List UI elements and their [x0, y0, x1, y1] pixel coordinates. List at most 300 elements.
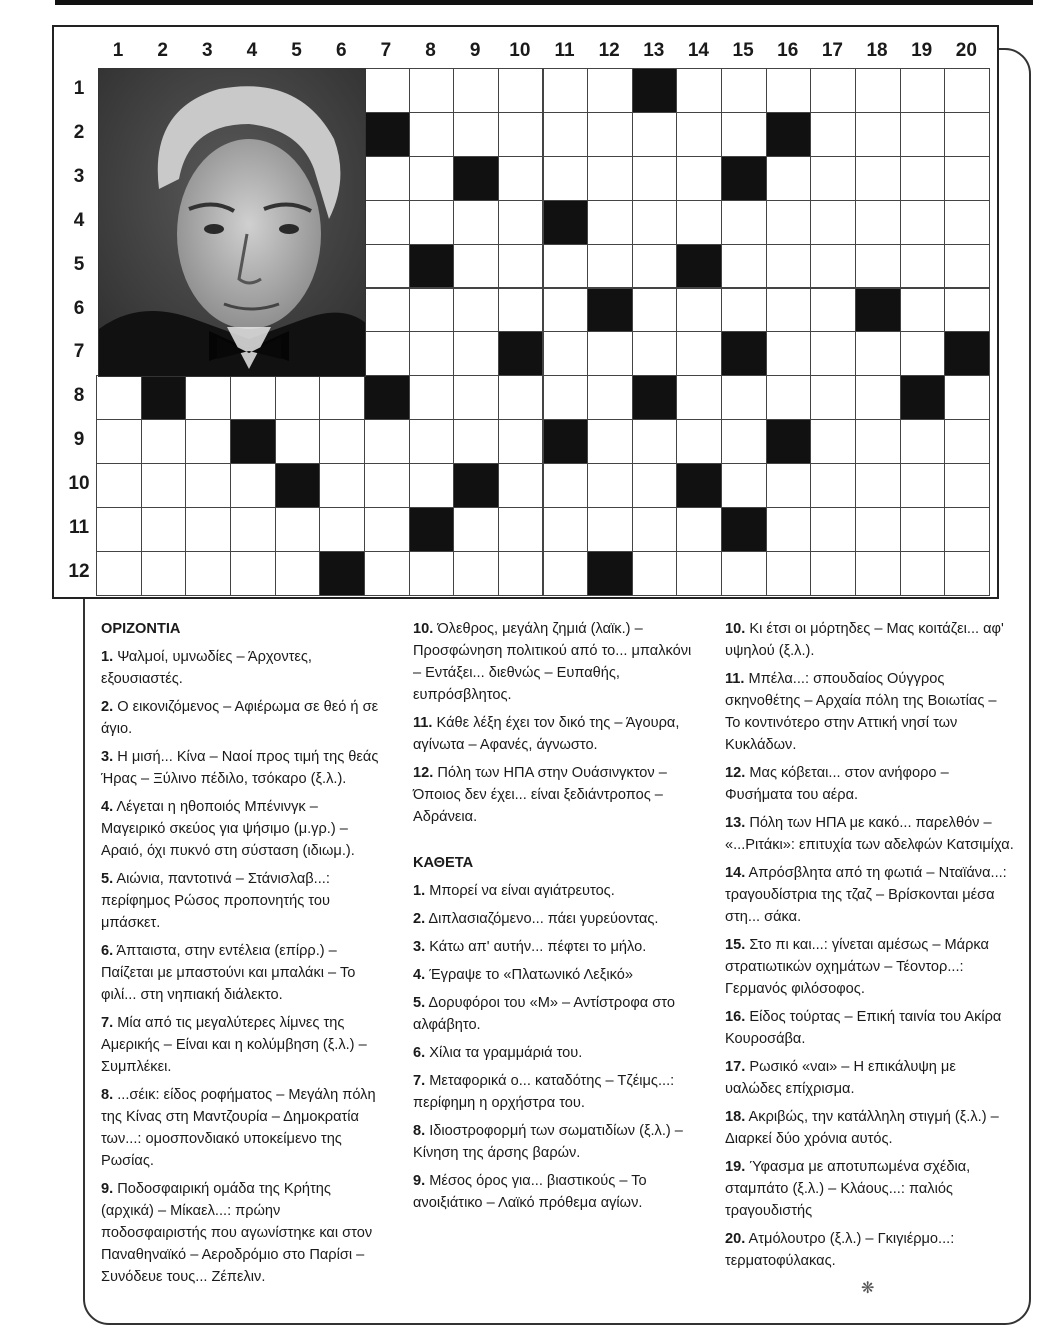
clue-number: 19. — [725, 1159, 746, 1175]
grid-cell[interactable] — [364, 331, 410, 376]
grid-cell[interactable] — [185, 375, 231, 420]
down-clue — [725, 618, 1015, 662]
grid-cell[interactable] — [855, 156, 901, 201]
grid-cell[interactable] — [900, 68, 946, 113]
grid-cell[interactable] — [498, 375, 544, 420]
grid-cell[interactable] — [721, 112, 767, 157]
black-cell — [587, 288, 633, 333]
black-cell — [721, 507, 767, 552]
black-cell — [543, 200, 589, 245]
grid-cell[interactable] — [944, 463, 990, 508]
grid-cell[interactable] — [230, 463, 276, 508]
grid-cell[interactable] — [676, 375, 722, 420]
grid-cell[interactable] — [944, 200, 990, 245]
grid-cell[interactable] — [230, 551, 276, 596]
row-number: 11 — [68, 517, 90, 538]
grid-cell[interactable] — [543, 375, 589, 420]
grid-cell[interactable] — [632, 288, 678, 333]
grid-cell[interactable] — [543, 288, 589, 333]
grid-cell[interactable] — [632, 419, 678, 464]
black-cell — [230, 419, 276, 464]
grid-cell[interactable] — [364, 463, 410, 508]
grid-cell[interactable] — [453, 112, 499, 157]
down-clue — [725, 1228, 1015, 1272]
black-cell — [275, 463, 321, 508]
grid-cell[interactable] — [632, 156, 678, 201]
grid-cell[interactable] — [632, 507, 678, 552]
column-number: 11 — [554, 40, 575, 61]
grid-cell[interactable] — [543, 551, 589, 596]
across-clue — [101, 1012, 383, 1078]
grid-cell[interactable] — [855, 200, 901, 245]
grid-cell[interactable] — [453, 375, 499, 420]
clue-number: 7. — [413, 1073, 426, 1089]
grid-cell[interactable] — [543, 156, 589, 201]
grid-cell[interactable] — [543, 507, 589, 552]
row-number: 10 — [68, 473, 90, 495]
grid-cell[interactable] — [944, 288, 990, 333]
grid-cell[interactable] — [676, 200, 722, 245]
column-number: 13 — [643, 40, 665, 61]
clue-text: Απρόσβλητα από τη φωτιά – Νταϊάνα...: τραγουδίστρια της τζαζ – Βρίσκονται μέσα στη... σάκα. — [725, 865, 1007, 925]
grid-cell[interactable] — [587, 419, 633, 464]
grid-cell[interactable] — [810, 112, 856, 157]
column-number: 19 — [911, 40, 933, 61]
clue-number: 15. — [725, 937, 746, 953]
column-number: 5 — [291, 40, 302, 61]
grid-cell[interactable] — [587, 200, 633, 245]
down-clue — [725, 1056, 1015, 1100]
clue-number: 10. — [725, 621, 746, 637]
grid-cell[interactable] — [632, 112, 678, 157]
black-cell — [676, 463, 722, 508]
grid-cell[interactable] — [141, 419, 187, 464]
grid-cell[interactable] — [766, 331, 812, 376]
clue-number: 14. — [725, 865, 746, 881]
grid-cell[interactable] — [855, 112, 901, 157]
grid-cell[interactable] — [721, 375, 767, 420]
grid-cell[interactable] — [632, 244, 678, 289]
clue-text: Άπταιστα, στην εντέλεια (επίρρ.) – Παίζεται με μπαστούνι και μπαλάκι – Το φιλί... στη νηπιακή διάλεκτο. — [101, 943, 356, 1003]
across-clue — [101, 696, 383, 740]
across-heading: ΟΡΙΖΟΝΤΙΑ — [101, 621, 181, 637]
grid-cell[interactable] — [364, 156, 410, 201]
clue-number: 13. — [725, 815, 746, 831]
grid-cell[interactable] — [275, 419, 321, 464]
grid-cell[interactable] — [721, 244, 767, 289]
black-cell — [944, 331, 990, 376]
grid-cell[interactable] — [409, 419, 455, 464]
grid-cell[interactable] — [587, 112, 633, 157]
grid-cell[interactable] — [453, 331, 499, 376]
grid-cell[interactable] — [721, 463, 767, 508]
down-clue — [413, 964, 699, 986]
grid-cell[interactable] — [409, 68, 455, 113]
clue-number: 2. — [413, 911, 426, 927]
grid-cell[interactable] — [364, 244, 410, 289]
grid-cell[interactable] — [810, 68, 856, 113]
grid-cell[interactable] — [141, 507, 187, 552]
grid-cell[interactable] — [498, 419, 544, 464]
grid-cell[interactable] — [587, 463, 633, 508]
grid-cell[interactable] — [766, 463, 812, 508]
down-clue — [413, 992, 699, 1036]
across-clue — [101, 746, 383, 790]
grid-cell[interactable] — [676, 156, 722, 201]
clue-number: 5. — [413, 995, 426, 1011]
clue-text: Ακριβώς, την κατάλληλη στιγμή (ξ.λ.) – Διαρκεί δύο χρόνια αυτός. — [725, 1109, 999, 1147]
grid-cell[interactable] — [676, 112, 722, 157]
grid-cell[interactable] — [721, 68, 767, 113]
across-clue — [101, 940, 383, 1006]
grid-cell[interactable] — [364, 507, 410, 552]
grid-cell[interactable] — [900, 331, 946, 376]
clue-text: Η μισή... Κίνα – Ναοί προς τιμή της θεάς Ήρας – Ξύλινο πέδιλο, τσόκαρο (ξ.λ.). — [101, 749, 379, 787]
grid-cell[interactable] — [766, 288, 812, 333]
down-clue — [413, 880, 699, 902]
grid-cell[interactable] — [810, 244, 856, 289]
grid-cell[interactable] — [855, 244, 901, 289]
row-number: 7 — [73, 341, 85, 363]
column-number: 20 — [955, 40, 977, 61]
across-clue — [101, 1084, 383, 1172]
clue-text: Κι έτσι οι μόρτηδες – Μας κοιτάζει... αφ' υψηλού (ξ.λ.). — [725, 621, 1004, 659]
grid-cell[interactable] — [900, 112, 946, 157]
row-number: 2 — [73, 121, 85, 143]
clue-text: Όλεθρος, μεγάλη ζημιά (λαϊκ.) – Προσφώνηση πολιτικού από το... μπαλκόνι – Εντάξει... διεθνώς – Ευπαθής, ευπρόσβλητος. — [413, 621, 692, 703]
grid-cell[interactable] — [810, 551, 856, 596]
grid-cell[interactable] — [275, 375, 321, 420]
column-number: 12 — [598, 40, 620, 61]
clue-number: 12. — [725, 765, 746, 781]
column-number: 2 — [157, 40, 168, 61]
grid-cell[interactable] — [855, 463, 901, 508]
grid-cell[interactable] — [364, 200, 410, 245]
grid-cell[interactable] — [766, 156, 812, 201]
clue-number: 4. — [413, 967, 426, 983]
column-number: 17 — [821, 40, 843, 61]
clue-text: Χίλια τα γραμμάριά του. — [429, 1045, 583, 1061]
down-heading: ΚΑΘΕΤΑ — [413, 855, 474, 871]
grid-cell[interactable] — [409, 551, 455, 596]
grid-cell[interactable] — [900, 551, 946, 596]
grid-cell[interactable] — [766, 375, 812, 420]
grid-cell[interactable] — [498, 200, 544, 245]
grid-cell[interactable] — [319, 507, 365, 552]
grid-cell[interactable] — [498, 463, 544, 508]
clue-number: 11. — [413, 715, 433, 731]
black-cell — [766, 112, 812, 157]
clue-number: 17. — [725, 1059, 746, 1075]
grid-cell[interactable] — [944, 68, 990, 113]
grid-cell[interactable] — [185, 551, 231, 596]
clue-number: 12. — [413, 765, 434, 781]
grid-cell[interactable] — [676, 331, 722, 376]
grid-cell[interactable] — [810, 463, 856, 508]
grid-cell[interactable] — [944, 156, 990, 201]
grid-cell[interactable] — [587, 244, 633, 289]
clue-number: 2. — [101, 699, 114, 715]
grid-cell[interactable] — [676, 507, 722, 552]
grid-cell[interactable] — [498, 244, 544, 289]
grid-cell[interactable] — [141, 551, 187, 596]
clue-number: 9. — [101, 1181, 114, 1197]
row-number: 12 — [68, 560, 90, 582]
clue-number: 4. — [101, 799, 114, 815]
grid-cell[interactable] — [900, 244, 946, 289]
grid-cell[interactable] — [587, 156, 633, 201]
grid-cell[interactable] — [543, 68, 589, 113]
grid-cell[interactable] — [900, 288, 946, 333]
grid-cell[interactable] — [185, 507, 231, 552]
grid-cell[interactable] — [498, 68, 544, 113]
down-clue — [725, 1156, 1015, 1222]
black-cell — [409, 244, 455, 289]
grid-cell[interactable] — [676, 551, 722, 596]
grid-cell[interactable] — [766, 244, 812, 289]
grid-cell[interactable] — [900, 200, 946, 245]
down-clue — [725, 668, 1015, 756]
grid-cell[interactable] — [810, 507, 856, 552]
clue-number: 9. — [413, 1173, 426, 1189]
grid-cell[interactable] — [96, 507, 142, 552]
down-clue — [725, 812, 1015, 856]
clue-text: Ο εικονιζόμενος – Αφιέρωμα σε θεό ή σε άγιο. — [101, 699, 379, 737]
grid-cell[interactable] — [587, 375, 633, 420]
grid-cell[interactable] — [543, 331, 589, 376]
grid-cell[interactable] — [587, 331, 633, 376]
clue-text: Μπορεί να είναι αγιάτρευτος. — [429, 883, 615, 899]
grid-cell[interactable] — [185, 463, 231, 508]
grid-cell[interactable] — [364, 551, 410, 596]
grid-cell[interactable] — [185, 419, 231, 464]
grid-cell[interactable] — [766, 200, 812, 245]
grid-cell[interactable] — [855, 68, 901, 113]
grid-cell[interactable] — [632, 331, 678, 376]
grid-cell[interactable] — [453, 419, 499, 464]
top-rule — [55, 0, 1033, 5]
grid-cell[interactable] — [409, 288, 455, 333]
across-clue — [101, 646, 383, 690]
grid-cell[interactable] — [632, 463, 678, 508]
grid-cell[interactable] — [721, 419, 767, 464]
grid-cell[interactable] — [543, 112, 589, 157]
grid-cell[interactable] — [319, 375, 365, 420]
clue-text: Πόλη των ΗΠΑ στην Ουάσινγκτον – Όποιος δεν έχει... είναι ξεδιάντροπος – Αδράνεια. — [413, 765, 667, 825]
grid-cell[interactable] — [275, 551, 321, 596]
grid-cell[interactable] — [498, 156, 544, 201]
black-cell — [721, 331, 767, 376]
grid-cell[interactable] — [855, 375, 901, 420]
grid-cell[interactable] — [319, 463, 365, 508]
grid-cell[interactable] — [810, 419, 856, 464]
grid-cell[interactable] — [944, 551, 990, 596]
clue-text: Ιδιοστροφορμή των σωματιδίων (ξ.λ.) – Κίνηση της άρσης βαρών. — [413, 1123, 683, 1161]
grid-cell[interactable] — [498, 288, 544, 333]
grid-cell[interactable] — [900, 156, 946, 201]
down-clue — [413, 1170, 699, 1214]
grid-cell[interactable] — [944, 507, 990, 552]
black-cell — [632, 375, 678, 420]
column-number: 1 — [112, 40, 124, 61]
clue-number: 3. — [101, 749, 114, 765]
row-number: 6 — [73, 297, 85, 319]
clue-text: Είδος τούρτας – Επική ταινία του Ακίρα Κουροσάβα. — [725, 1009, 1002, 1047]
grid-cell[interactable] — [855, 331, 901, 376]
grid-cell[interactable] — [543, 244, 589, 289]
black-cell — [409, 507, 455, 552]
grid-cell[interactable] — [275, 507, 321, 552]
grid-cell[interactable] — [810, 200, 856, 245]
grid-cell[interactable] — [810, 288, 856, 333]
clue-text: Μέσος όρος για... βιαστικούς – Το ανοιξιάτικο – Λαϊκό πρόθεμα αγίων. — [413, 1173, 647, 1211]
black-cell — [676, 244, 722, 289]
black-cell — [453, 156, 499, 201]
grid-cell[interactable] — [543, 463, 589, 508]
clue-text: Κάθε λέξη έχει τον δικό της – Άγουρα, αγίνωτα – Αφανές, άγνωστο. — [413, 715, 680, 753]
grid-cell[interactable] — [453, 68, 499, 113]
grid-cell[interactable] — [676, 419, 722, 464]
black-cell — [766, 419, 812, 464]
grid-cell[interactable] — [632, 551, 678, 596]
clue-text: Μεταφορικά ο... καταδότης – Τζέιμς...: περίφημη η ορχήστρα του. — [413, 1073, 675, 1111]
grid-cell[interactable] — [230, 507, 276, 552]
grid-cell[interactable] — [721, 551, 767, 596]
grid-cell[interactable] — [587, 68, 633, 113]
black-cell — [364, 375, 410, 420]
across-clue — [413, 618, 699, 706]
down-clue — [725, 934, 1015, 1000]
grid-cell[interactable] — [900, 463, 946, 508]
column-number: 14 — [687, 40, 709, 61]
grid-cell[interactable] — [453, 244, 499, 289]
grid-cell[interactable] — [498, 507, 544, 552]
across-clue — [101, 868, 383, 934]
grid-cell[interactable] — [900, 507, 946, 552]
clue-number: 8. — [101, 1087, 114, 1103]
clue-text: Ποδοσφαιρική ομάδα της Κρήτης (αρχικά) – Μίκαελ...: πρώην ποδοσφαιριστής που αγωνίστηκε και στον Παναθηναϊκό – Αεροδρόμιο στο Παρίσι – Συνόδευε τους... Ζέπελιν. — [101, 1181, 373, 1285]
across-clue — [413, 712, 699, 756]
grid-cell[interactable] — [453, 288, 499, 333]
black-cell — [364, 112, 410, 157]
grid-cell[interactable] — [810, 375, 856, 420]
clue-text: Ψαλμοί, υμνωδίες – Άρχοντες, εξουσιαστές. — [101, 649, 312, 687]
clue-text: Ρωσικό «ναι» – Η επικάλυψη με υαλώδες επίχρισμα. — [725, 1059, 956, 1097]
grid-cell[interactable] — [364, 288, 410, 333]
grid-cell[interactable] — [96, 463, 142, 508]
clue-text: Πόλη των ΗΠΑ με κακό... παρελθόν – «...Ριτάκι»: επιτυχία των αδελφών Κατσιμίχα. — [725, 815, 1014, 853]
grid-cell[interactable] — [676, 288, 722, 333]
grid-cell[interactable] — [810, 331, 856, 376]
clue-text: Λέγεται η ηθοποιός Μπένινγκ – Μαγειρικό σκεύος για ψήσιμο (μ.γρ.) – Αραιό, όχι πυκνό στη σύσταση (ιδιωμ.). — [101, 799, 355, 859]
grid-cell[interactable] — [855, 419, 901, 464]
grid-cell[interactable] — [944, 112, 990, 157]
clue-text: Διπλασιαζόμενο... πάει γυρεύοντας. — [428, 911, 659, 927]
grid-cell[interactable] — [409, 112, 455, 157]
down-clue — [725, 762, 1015, 806]
column-number: 3 — [202, 40, 213, 61]
grid-cell[interactable] — [364, 419, 410, 464]
grid-cell[interactable] — [141, 463, 187, 508]
grid-cell[interactable] — [766, 68, 812, 113]
grid-cell[interactable] — [96, 551, 142, 596]
grid-cell[interactable] — [855, 551, 901, 596]
black-cell — [632, 68, 678, 113]
grid-cell[interactable] — [409, 463, 455, 508]
row-number: 8 — [73, 385, 85, 407]
grid-cell[interactable] — [810, 156, 856, 201]
grid-cell[interactable] — [409, 331, 455, 376]
down-clue — [413, 1042, 699, 1064]
grid-cell[interactable] — [96, 419, 142, 464]
clue-text: Δορυφόροι του «Μ» – Αντίστροφα στο αλφάβητο. — [413, 995, 675, 1033]
grid-cell[interactable] — [409, 375, 455, 420]
black-cell — [855, 288, 901, 333]
grid-cell[interactable] — [453, 551, 499, 596]
down-clue — [413, 1120, 699, 1164]
end-mark-icon: ❋ — [861, 1280, 875, 1297]
grid-cell[interactable] — [453, 200, 499, 245]
grid-cell[interactable] — [230, 375, 276, 420]
clue-number: 20. — [725, 1231, 746, 1247]
grid-cell[interactable] — [409, 200, 455, 245]
grid-cell[interactable] — [766, 551, 812, 596]
column-number: 4 — [246, 40, 258, 61]
clue-text: Αιώνια, παντοτινά – Στάνισλαβ...: περίφημος Ρώσος προπονητής του μπάσκετ. — [101, 871, 330, 931]
grid-cell[interactable] — [855, 507, 901, 552]
grid-cell[interactable] — [766, 507, 812, 552]
grid-cell[interactable] — [944, 375, 990, 420]
grid-cell[interactable] — [721, 288, 767, 333]
grid-cell[interactable] — [944, 244, 990, 289]
grid-cell[interactable] — [900, 419, 946, 464]
clue-number: 3. — [413, 939, 426, 955]
down-clue — [413, 936, 699, 958]
grid-cell[interactable] — [364, 68, 410, 113]
clue-number: 1. — [101, 649, 114, 665]
clue-text: Κάτω απ' αυτήν... πέφτει το μήλο. — [429, 939, 647, 955]
black-cell — [141, 375, 187, 420]
grid-cell[interactable] — [453, 507, 499, 552]
row-number: 9 — [73, 429, 85, 451]
grid-cell[interactable] — [96, 375, 142, 420]
grid-cell[interactable] — [721, 200, 767, 245]
black-cell — [498, 331, 544, 376]
clue-text: Έγραψε το «Πλατωνικό Λεξικό» — [429, 967, 633, 983]
down-clue — [725, 862, 1015, 928]
grid-cell[interactable] — [319, 419, 365, 464]
column-number: 15 — [732, 40, 754, 61]
column-number: 10 — [509, 40, 531, 61]
down-clue — [725, 1006, 1015, 1050]
grid-cell[interactable] — [944, 419, 990, 464]
down-clue — [413, 1070, 699, 1114]
column-number: 9 — [469, 40, 481, 61]
black-cell — [900, 375, 946, 420]
grid-cell[interactable] — [587, 507, 633, 552]
grid-cell[interactable] — [409, 156, 455, 201]
row-number: 1 — [73, 78, 85, 99]
down-clue — [413, 908, 699, 930]
grid-cell[interactable] — [498, 551, 544, 596]
grid-cell[interactable] — [498, 112, 544, 157]
clue-text: Ύφασμα με αποτυπωμένα σχέδια, σταμπάτο (ξ.λ.) – Κλάους...: παλιός τραγουδιστής — [725, 1159, 971, 1219]
clue-text: ...σέικ: είδος ροφήματος – Μεγάλη πόλη της Κίνας στη Μαντζουρία – Δημοκρατία των...: ομοσπονδιακό υποκείμενο της Ρωσίας. — [101, 1087, 376, 1169]
clue-text: Μας κόβεται... στον ανήφορο – Φυσήματα του αέρα. — [725, 765, 949, 803]
clue-number: 7. — [101, 1015, 114, 1031]
grid-cell[interactable] — [676, 68, 722, 113]
grid-cell[interactable] — [632, 200, 678, 245]
